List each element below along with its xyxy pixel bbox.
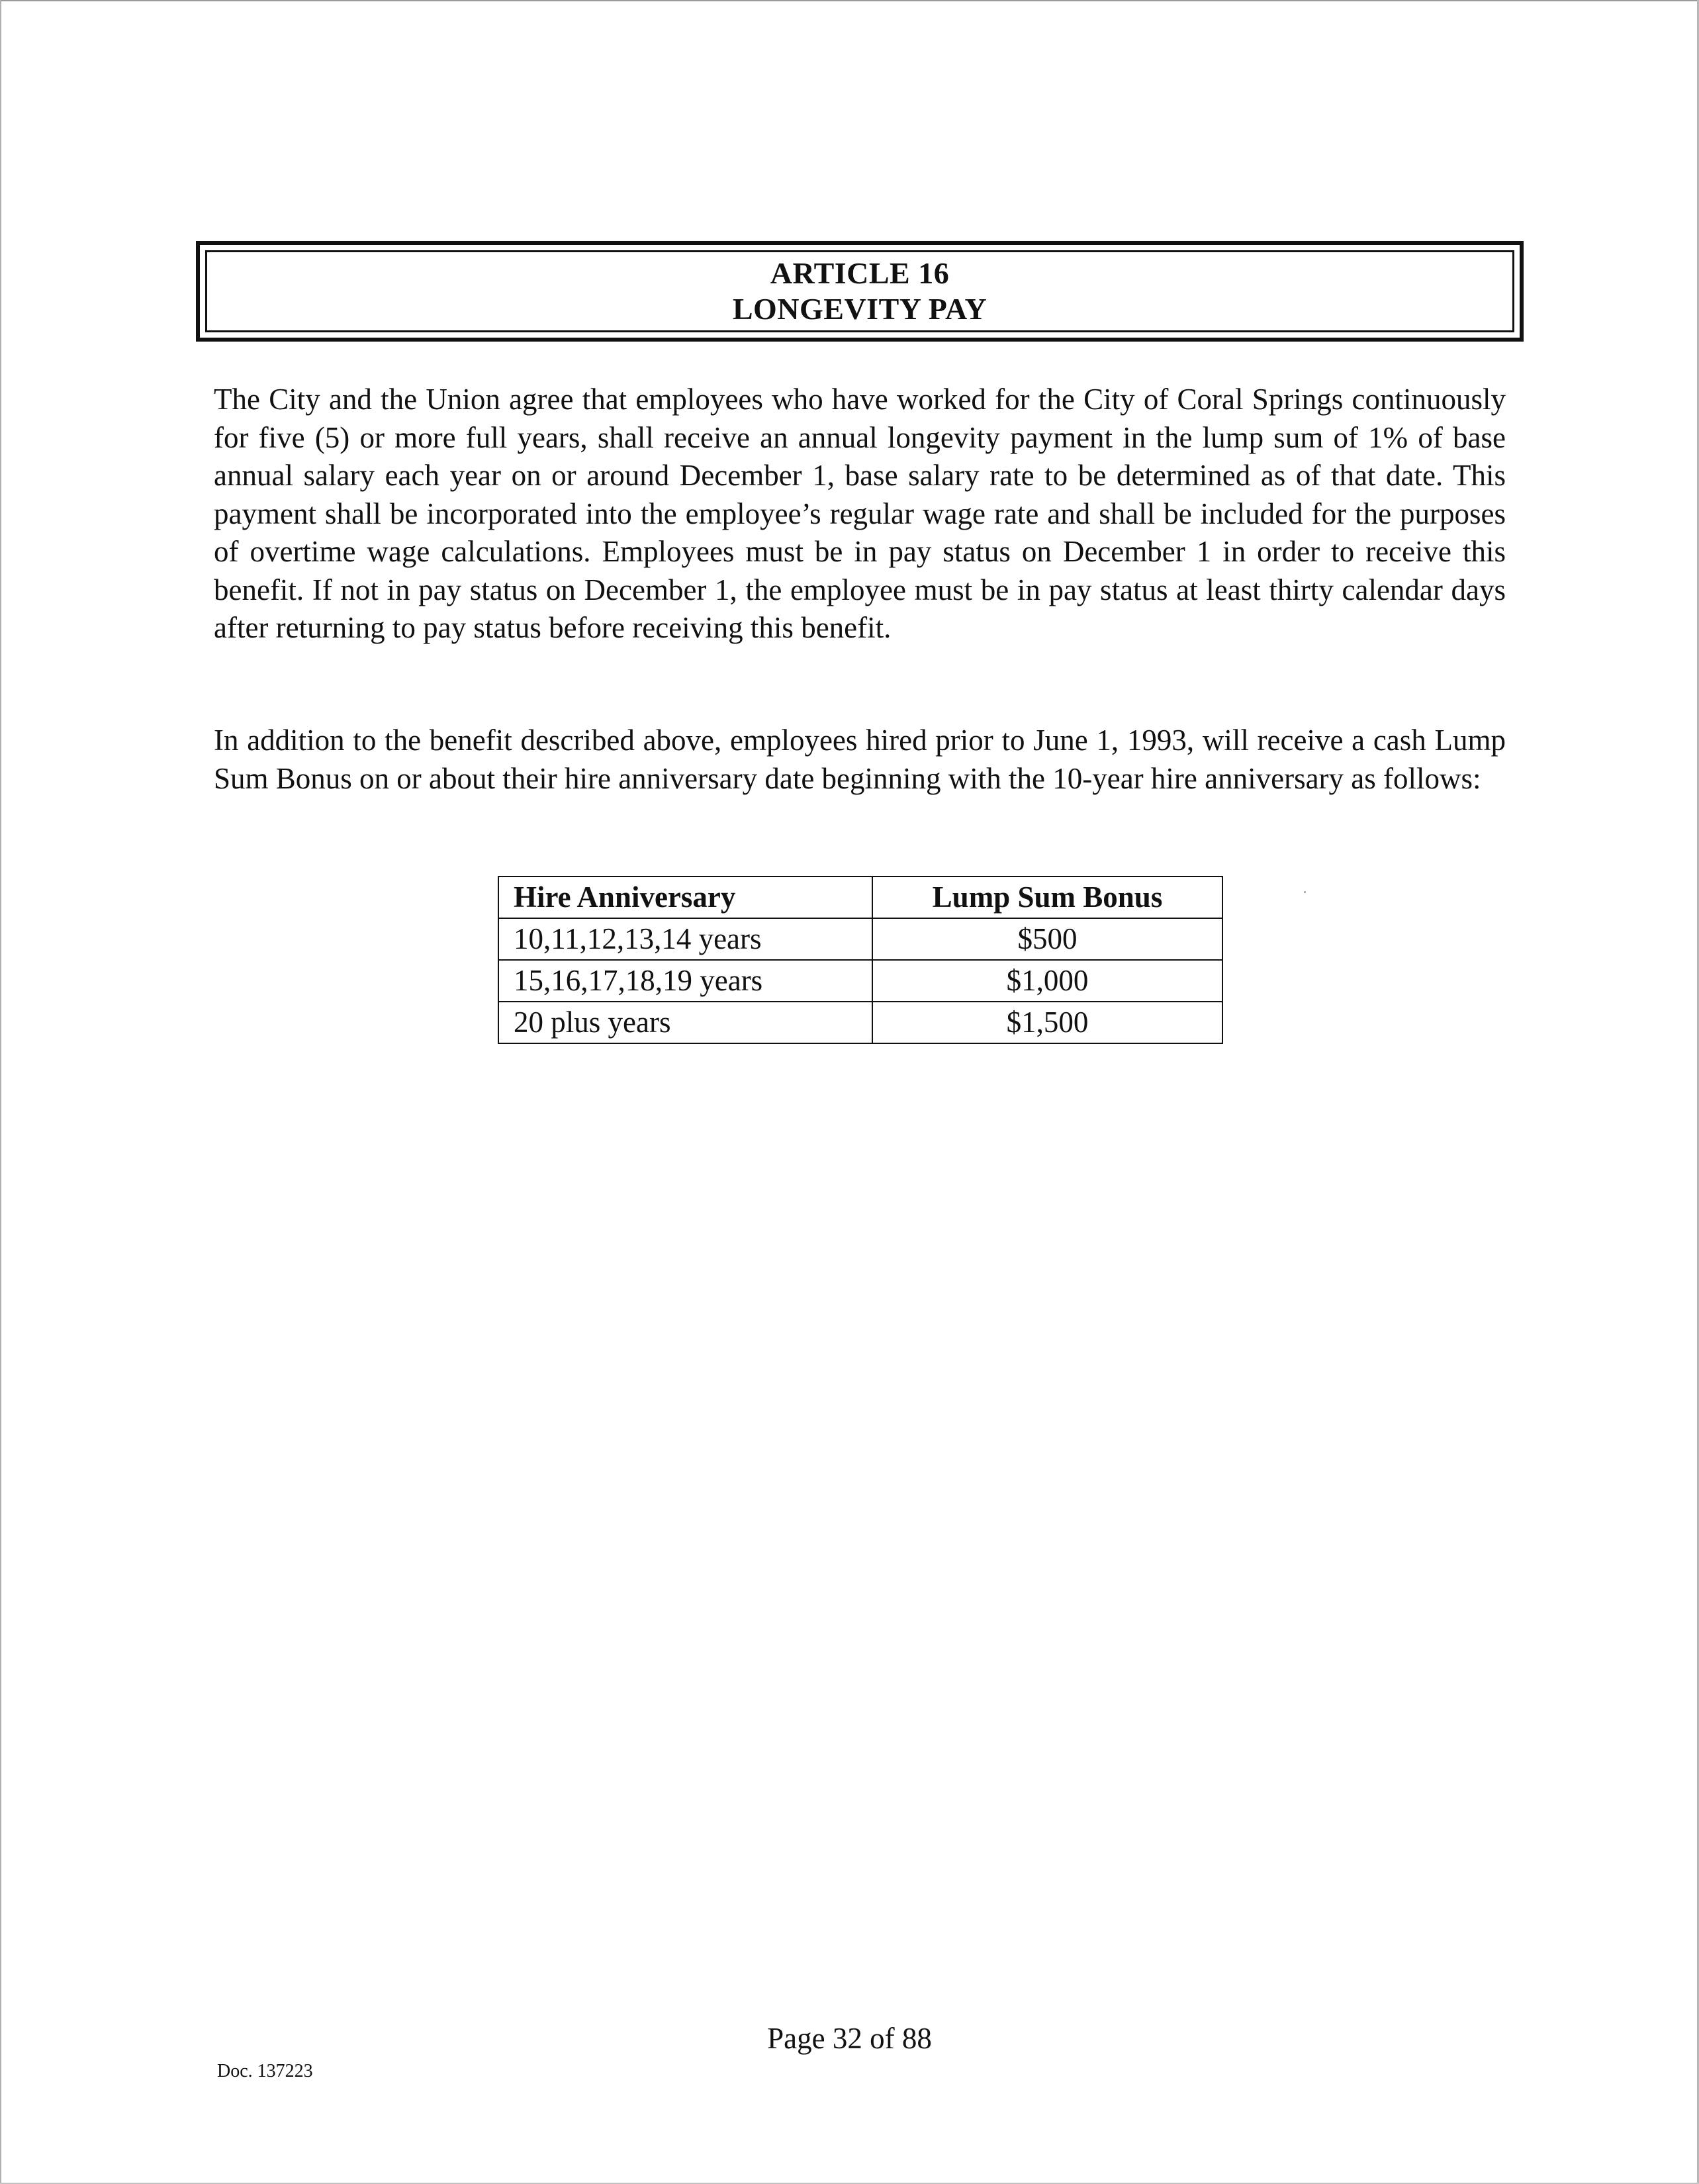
cell-lump-sum-bonus: $500 — [872, 918, 1222, 960]
paragraph-longevity-payment: The City and the Union agree that employees who have worked for the City of Coral Springs continuously for five (5) or more full years, shall receive an annual longevity payment in the lump sum of 1% of base annual salary each year on or around December 1, base salary rate to be determined as of that date. This payment shall be incorporated into the employee’s regular wage rate and shall be included for the purposes of overtime wage calculations. Employees must be in pay status on December 1 in order to receive this benefit. If not in pay status on December 1, the employee must be in pay status at least thirty calendar days after returning to pay status before receiving this benefit. — [214, 383, 1506, 644]
page-edge-left — [0, 0, 1, 2184]
table-row — [498, 918, 1222, 960]
table-header-row — [498, 877, 1222, 918]
table-row — [498, 960, 1222, 1002]
cell-hire-anniversary: 20 plus years — [498, 1002, 872, 1043]
document-id: Doc. 137223 — [217, 2061, 313, 2081]
scan-speck — [1304, 891, 1306, 893]
cell-hire-anniversary: 15,16,17,18,19 years — [498, 960, 872, 1002]
article-heading-box — [196, 241, 1524, 342]
page-edge-top — [0, 0, 1699, 1]
cell-hire-anniversary: 10,11,12,13,14 years — [498, 918, 872, 960]
paragraph-lump-sum-bonus: In addition to the benefit described above, employees hired prior to June 1, 1993, will receive a cash Lump Sum Bonus on or about their hire anniversary date beginning with the 10-year hire anniversary as follows: — [214, 724, 1506, 795]
article-title: LONGEVITY PAY — [732, 292, 987, 326]
header-lump-sum-bonus: Lump Sum Bonus — [872, 877, 1222, 918]
page-number: Page 32 of 88 — [767, 2022, 932, 2055]
cell-lump-sum-bonus: $1,500 — [872, 1002, 1222, 1043]
article-heading-inner-border — [205, 250, 1514, 332]
header-hire-anniversary: Hire Anniversary — [498, 877, 872, 918]
article-number: ARTICLE 16 — [770, 256, 950, 290]
cell-lump-sum-bonus: $1,000 — [872, 960, 1222, 1002]
lump-sum-bonus-table — [498, 876, 1223, 1044]
table-row — [498, 1002, 1222, 1043]
